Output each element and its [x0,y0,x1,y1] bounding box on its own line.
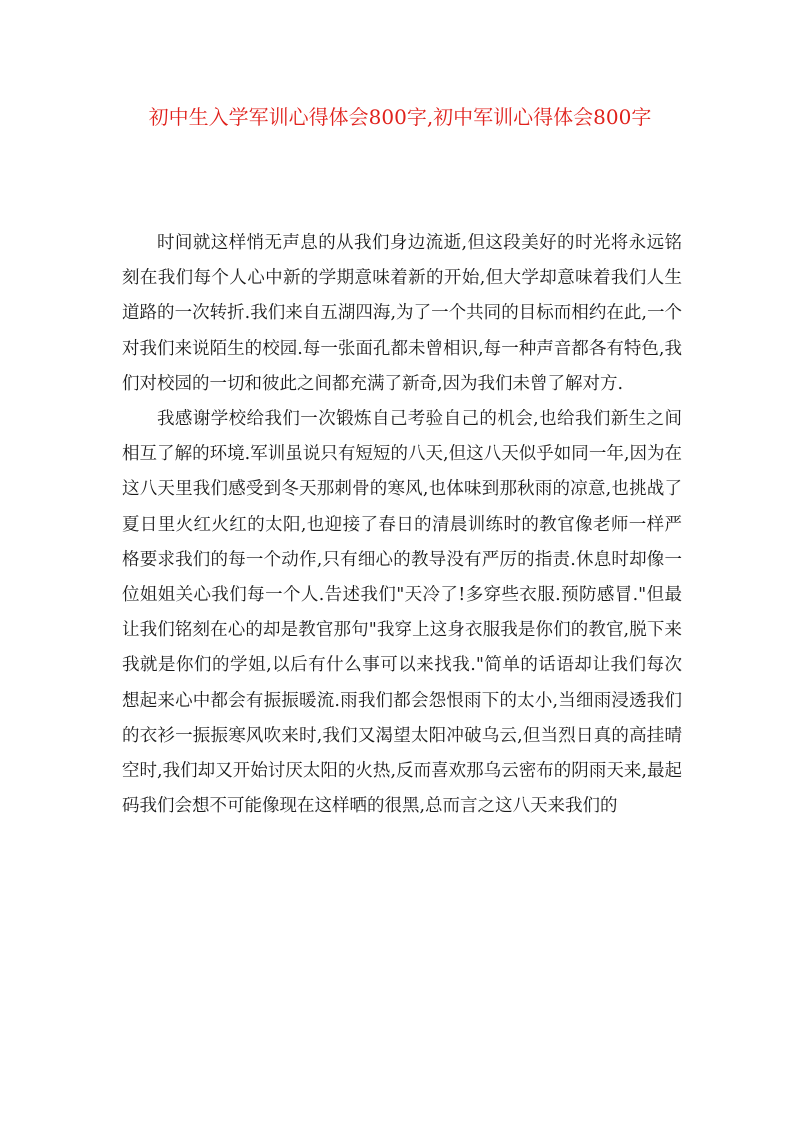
paragraph: 我感谢学校给我们一次锻炼自己考验自己的机会,也给我们新生之间相互了解的环境.军训虽说只有短短的八天,但这八天似乎如同一年,因为在这八天里我们感受到冬天那刺骨的寒风,也体味到那秋雨的凉意,也挑战了夏日里火红火红的太阳,也迎接了春日的清晨训练时的教官像老师一样严格要求我们的每一个动作,只有细心的教导没有严厉的指责.休息时却像一位姐姐关心我们每一个人.告述我们"天冷了!多穿些衣服.预防感冒."但最让我们铭刻在心的却是教官那句"我穿上这身衣服我是你们的教官,脱下来我就是你们的学姐,以后有什么事可以来找我."简单的话语却让我们每次想起来心中都会有振振暖流.雨我们都会怨恨雨下的太小,当细雨浸透我们的衣衫一振振寒风吹来时,我们又渴望太阳冲破乌云,但当烈日真的高挂晴空时,我们却又开始讨厌太阳的火热,反而喜欢那乌云密布的阴雨天来,最起码我们会想不可能像现在这样晒的很黑,总而言之这八天来我们的 [122,409,682,817]
document-body [122,226,682,824]
paragraph: 时间就这样悄无声息的从我们身边流逝,但这段美好的时光将永远铭刻在我们每个人心中新的学期意味着新的开始,但大学却意味着我们人生道路的一次转折.我们来自五湖四海,为了一个共同的目标而相约在此,一个对我们来说陌生的校园.每一张面孔都未曾相识,每一种声音都各有特色,我们对校园的一切和彼此之间都充满了新奇,因为我们未曾了解对方. [122,233,682,394]
document-title: 初中生入学军训心得体会800字,初中军训心得体会800字 [148,105,652,129]
